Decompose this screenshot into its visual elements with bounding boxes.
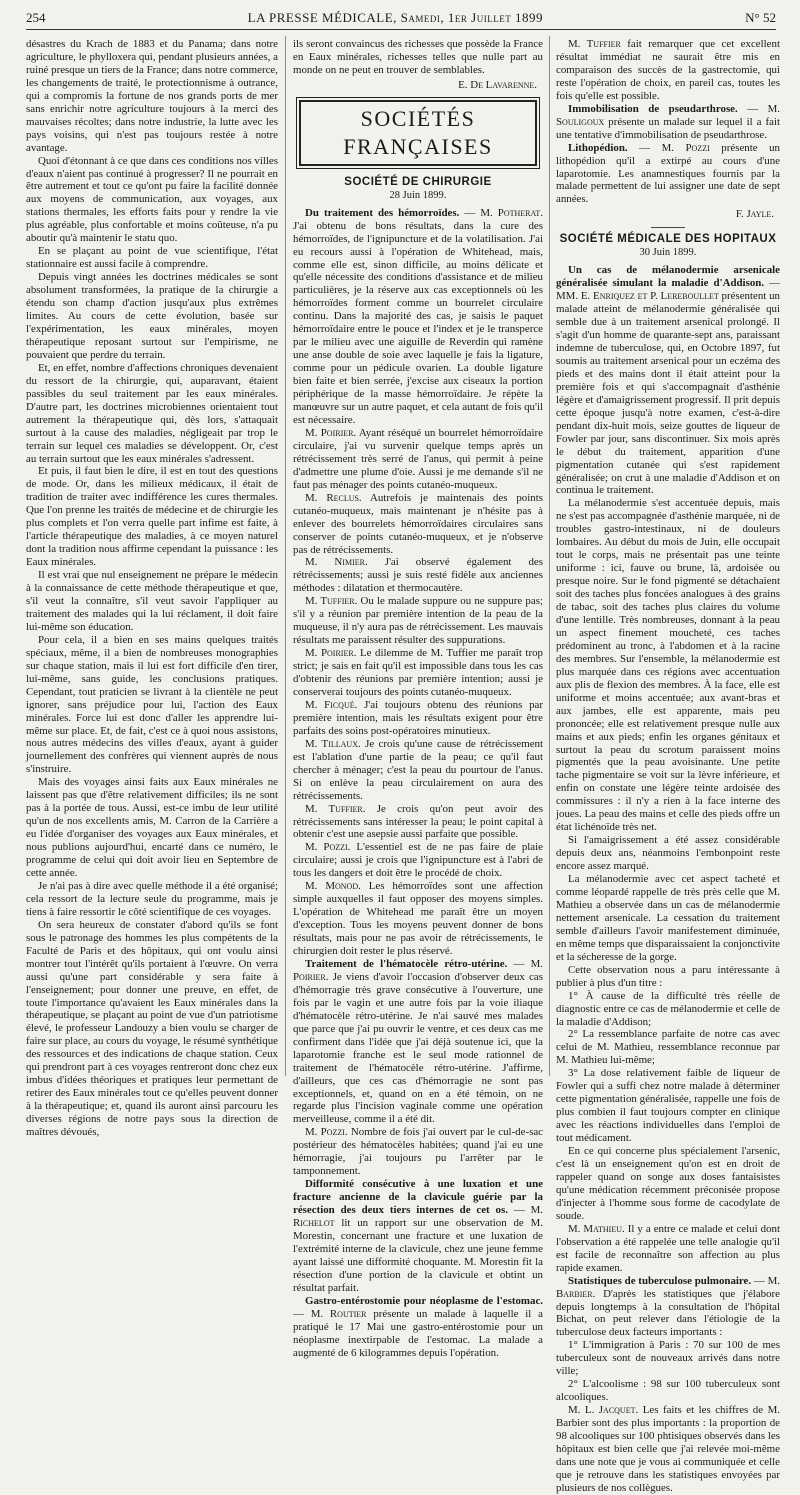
- entry-text: Je crois qu'on peut avoir des rétrécissements sans intéresser la peau; le point capital à obtenir c'est une asepsie aussi parfaite que possible.: [293, 802, 543, 841]
- paragraph: Et, en effet, nombre d'affections chroniques devenaient du ressort de la chirurgie, qui, auparavant, étaient passibles du seul traitement par les eaux minérales. D'autre part, les doctrines microbiennes orientaient tout autrement la thérapeutique qui, dès lors, s'attaquait surtout à la cause des maladies, négligeait par trop le terrain sur lequel ces maladies se développent. Or, c'est au terrain surtout que les eaux minérales s'adressent.: [26, 361, 278, 465]
- entry-text: Je viens d'avoir l'occasion d'observer deux cas d'hémorragie très grave consécutive à l'ouverture, une fois par le vagin et une autre fois par la voie iliaque d'hématocèle rétro-utérine. Je n'ai sauvé mes malades que parce que j'ai pu ouvrir le ventre, et ces deux cas me confirment dans l'idée que j'ai déjà soutenue ici, que la laparotomie franche est le seul mode rationnel de traitement de l'hématocèle rétro-utérine. J'affirme, d'ailleurs, que ces cas d'hémorragie ne sont pas exceptionnels, et, quand on en a été témoin, on ne regarde plus l'incision vaginale comme une opération merveilleuse, comme il a été dit.: [293, 970, 543, 1126]
- speaker: M. Tuffier.: [305, 802, 366, 815]
- remark: [556, 1404, 780, 1495]
- entry-text: Nombre de fois j'ai ouvert par le cul-de-sac postérieur des hématocèles habitées; quand j'ai eu une hémorragie, j'ai toujours pu l'arrêter par le tamponnement.: [293, 1126, 543, 1178]
- case-authors: MM. E. Enriquez et P. Lereboullet: [556, 290, 719, 303]
- column-divider: [285, 36, 286, 1076]
- speaker: M. Potherat.: [480, 206, 543, 219]
- case-lead: Un cas de mélanodermie arsenicale généralisée simulant la maladie d'Addison. — MM. E. Enriquez et P. Lereboullet présentent un malade atteint de mélanodermie généralisée qui semble due à un traitement arsenical prolongé. Il s'agit d'un homme de quarante-sept ans, paraissant indemne de tuberculose, qui, en Octobre 1897, fut soumis au traitement arsenical pour un eczéma des pieds et des mains dont il était atteint pour la première fois et qui s'accompagnait d'asthénie légère et d'amaigrissement progressif. Il prit depuis cette époque jusqu'à notre examen, c'est-à-dire pendant dix-huit mois, seize gouttes de liqueur de Fowler par jour, sans discontinuer. Six mois après le début du traitement, apparition d'une pigmentation cutanée qui s'est rapidement généralisée; on crut à une maladie d'Addison et on continua le traitement.: [556, 264, 780, 497]
- paragraph: ils seront convaincus des richesses que possède la France en Eaux minérales, richesses telles que nulle part au monde on ne peut en trouver de semblables.: [293, 38, 543, 76]
- proceedings-entry: [293, 841, 543, 880]
- remark: [556, 1223, 780, 1275]
- case-text: présentent un malade atteint de mélanodermie généralisée qui semble due à un traitement arsenical prolongé. Il s'agit d'un homme de quarante-sept ans, paraissant indemne de tuberculose, qui, en Octobre 1897, fut soumis au traitement arsenical pour un eczéma des pieds et des mains dont il était atteint pour la première fois et qui s'accompagnait d'asthénie légère et d'amaigrissement progressif. Il prit depuis cette époque jusqu'à notre examen, c'est-à-dire pendant dix-huit mois, seize gouttes de liqueur de Fowler par jour, sans discontinuer. Six mois après le début du traitement, apparition d'une pigmentation cutanée qui s'est rapidement généralisée; on crut à une maladie d'Addison et on continua le traitement.: [556, 290, 780, 497]
- topic-title: Traitement de l'hématocèle rétro-utérine.: [305, 958, 508, 970]
- entry-text: L'essentiel est de ne pas faire de plaie circulaire; aussi je crois que l'ignipuncture est à l'abri de tous les dangers et doit être le procédé de choix.: [293, 841, 543, 880]
- proceedings-entry: [293, 738, 543, 803]
- paragraph: Mais des voyages ainsi faits aux Eaux minérales ne laissent pas que d'être relativement difficiles; ils ne sont pas à la portée de tous. Aussi, est-ce imbu de leur utilité qu'un de nos excellents amis, M. Carron de la Carrière a eu l'idée d'organiser des voyages aux Eaux minérales, et nous publions aujourd'hui, encarté dans ce numéro, le programme de celui qui doit avoir lieu en Septembre de cette année.: [26, 776, 278, 879]
- proceedings-entry: [293, 427, 543, 492]
- paragraph: Quoi d'étonnant à ce que dans ces conditions nos villes d'eaux n'aient pas continué à progresser? Il ne pourrait en être autrement et tout ce qu'ont pu faire la facilité donnée aux moyens de communication, aux voyages, aux stations thermales, les efforts faits pour y rendre la vie plus agréable, plus confortable et moins coûteuse, n'a pu aboutir qu'à maintenir le statu quo.: [26, 154, 278, 245]
- speaker: M. Tuffier: [568, 38, 621, 50]
- issue-number: N° 52: [745, 10, 776, 25]
- section-banner: SOCIÉTÉS FRANÇAISES: [299, 100, 537, 166]
- speaker: M. Monod.: [305, 880, 361, 893]
- society-heading: SOCIÉTÉ DE CHIRURGIE: [344, 175, 492, 188]
- proceedings-entry: Lithopédion. — M. Pozzi présente un lithopédion qu'il a extirpé au cours d'une laparotomie. Les anamnestiques fournis par la malade permettent de lui assigner une date de sept années.: [556, 141, 780, 206]
- entry-text: Le dilemme de M. Tuffier me paraît trop strict; je sais en fait qu'il est impossible dans tous les cas d'obtenir des réunions par première intention; aussi je conserverai toujours des points cutanéo-muqueux.: [293, 647, 543, 698]
- proceedings-entry: [556, 38, 780, 103]
- proceedings-entry: [293, 492, 543, 557]
- topic-title: Immobilisation de pseudarthrose.: [568, 102, 738, 115]
- proceedings-list: [556, 38, 780, 206]
- speaker: M. Barbier.: [556, 1274, 780, 1300]
- proceedings-entry: [293, 647, 543, 699]
- list-item: 1° L'immigration à Paris : 70 sur 100 de mes tuberculeux sont de nouveaux arrivés dans notre ville;: [556, 1339, 780, 1378]
- paragraph: Il est vrai que nul enseignement ne prépare le médecin à la connaissance de cette méthode thérapeutique et que, s'il veut la connaître, s'il veut savoir l'appliquer au traitement des malades qui la lui réclament, il doit faire lui-même son éducation.: [26, 569, 278, 633]
- topic-title: Du traitement des hémorroïdes.: [305, 206, 460, 219]
- remark-text: Il y a entre ce malade et celui dont l'observation a été rappelée une telle analogie qu'il est facile de reconnaître son affection au plus rapide examen.: [556, 1222, 780, 1274]
- paragraph: 1° À cause de la difficulté très réelle de diagnostic entre ce cas de mélanodermie et celle de la maladie d'Addison;: [556, 989, 780, 1028]
- paragraph: Je n'ai pas à dire avec quelle méthode il a été organisé; cela ressort de la lecture seule du programme, mais je tiens à faire ressortir le côté scientifique de ces voyages.: [26, 879, 278, 918]
- speaker: M. Ficqué.: [305, 698, 358, 711]
- entry-text: Ayant réséqué un bourrelet hémorroïdaire circulaire, j'ai vu survenir quelque temps après un rétrécissement très serré de l'anus, qui permit à peine d'admettre une plume d'oie. Aussi je me demande s'il ne faut pas ménager des points cutanéo-muqueux.: [293, 426, 543, 491]
- speaker: M. Tillaux.: [305, 737, 361, 750]
- session-date: 30 Juin 1899.: [639, 247, 697, 259]
- page-header: [26, 10, 776, 28]
- paragraph: La mélanodermie s'est accentuée depuis, mais ne s'est pas accompagnée d'asthénie marquée, ni de troubles gastro-intestinaux, ni de douleurs lombaires. Au début du mois de Juin, elle occupait tout le corps, mais ne présentait pas une teinte uniforme : ici, fauve ou brune, là, ardoisée ou presque noire. Sur le fond pigmenté se détachaient soit des taches plus foncées analogues à des grains de tabac, soit des taches plus claires du volume d'une lentille. Très nombreuses, donnant à la peau un aspect finement moucheté, ces taches prédominent au tronc, à l'abdomen et à la racine des membres. Sur l'ensemble, la mélanodermie est plus marquée dans ces régions avec accentuation aux plis de flexion des membres. À la face, elle est uniforme et moins accentuée; aux avant-bras et aux jambes, elle est apparente, mais peu prononcée; elle est relativement presque nulle aux mains et aux pieds; enfin les organes génitaux et surtout la peau du scrotum paraissent moins pigmentés que la peau avoisinante. Une petite tache pigmentaire se voit sur la lèvre inférieure, et enfin on constate une légère teinte ardoisée des commissures : il n'y a rien à la face interne des joues. La peau des mains et celle des pieds offre un état lichénoïde très net.: [556, 497, 780, 834]
- proceedings-entry: [293, 880, 543, 958]
- remark-text: D'après les statistiques que j'élabore depuis longtemps à la consultation de l'hôpital Bichat, on peut relever dans l'étiologie de la tuberculose deux facteurs importants :: [556, 1287, 781, 1339]
- entry-text: lit un rapport sur une observation de M. Morestin, concernant une fracture et une luxation de l'extrémité interne de la clavicule, chez une jeune femme ayant laissé une difformité choquante. M. Morestin fit la résection d'une portion de la clavicule et obtint un résultat parfait.: [293, 1217, 543, 1294]
- topic-title: Statistiques de tuberculose pulmonaire.: [568, 1274, 752, 1287]
- proceedings-entry: Gastro-entérostomie pour néoplasme de l'estomac. — M. Routier présente un malade à laquelle il a pratiqué le 17 Mai une gastro-entérostomie pour un néoplasme inextirpable de l'estomac. La malade a augmenté de 6 kilogrammes depuis l'opération.: [293, 1294, 543, 1359]
- paragraph: On sera heureux de constater d'abord qu'ils se font sous le patronage des hommes les plus compétents de la Faculté de Paris et des hôpitaux, qui ont voulu ainsi montrer tout l'intérêt qu'ils portaient à l'œuvre. On verra aussi qu'une part considérable y sera faite à l'enseignement; pour donner une preuve, en effet, de toute l'importance qu'avaient les Eaux minérales dans la thérapeutique, se plaçant au point de vue d'un patriotisme élevé, le professeur Landouzy a bien voulu se charger de faire sur place, au cours du voyage, le résumé synthétique des ressources et des indications de chaque station. Ceux qui prendront part à ces voyages rentreront donc chez eux imbus d'idées théoriques et pratiques leur permettant de retirer des Eaux minérales tout ce qu'elles peuvent donner à la thérapeutique; et, quand ils auront ainsi parcouru les diverses régions de notre pays sous la direction de maîtres dévoués,: [26, 918, 278, 1139]
- speaker: M. Poirier.: [293, 958, 544, 983]
- paragraph: Cette observation nous a paru intéressante à publier à plus d'un titre :: [556, 963, 780, 989]
- author-signature: F. Jayle.: [735, 208, 774, 221]
- speaker: M. Pozzi.: [305, 1126, 348, 1139]
- proceedings-entry: Difformité consécutive à une luxation et une fracture ancienne de la clavicule guérie par la résection des deux tiers internes de cet os. — M. Richelot lit un rapport sur une observation de M. Morestin, concernant une fracture et une luxation de l'extrémité interne de la clavicule, chez une jeune femme ayant laissé une difformité choquante. M. Morestin fit la résection d'une portion de la clavicule et obtint un résultat parfait.: [293, 1178, 543, 1294]
- entry-text: fait remarquer que cet excellent résultat immédiat ne saurait être mis en comparaison des succès de la gastrectomie, qui reste l'opération de choix, en pareil cas, toutes les fois qu'elle est possible.: [556, 38, 780, 102]
- entry-text: présente un malade à laquelle il a pratiqué le 17 Mai une gastro-entérostomie pour un néoplasme inextirpable de l'estomac. La malade a augmenté de 6 kilogrammes depuis l'opération.: [293, 1307, 543, 1359]
- page-number: 254: [26, 10, 46, 25]
- entry-text: présente un malade sur lequel il a fait une tentative d'immobilisation de pseudarthrose.: [556, 115, 780, 141]
- proceedings-list: [293, 207, 543, 1360]
- session-date: 28 Juin 1899.: [389, 189, 447, 201]
- entry-text: Je crois qu'une cause de rétrécissement est l'ablation d'une partie de la peau; ce qu'il faut chercher à ménager; c'est la peau du pourtour de l'anus. Si on enlève la peau circulairement on aura des rétrécissements.: [293, 737, 544, 802]
- entry-text: présente un lithopédion qu'il a extirpé au cours d'une laparotomie. Les anamnestiques fournis par la malade permettent de lui assigner une date de sept années.: [556, 141, 780, 206]
- entry-text: Les hémorroïdes sont une affection simple auxquelles il faut opposer des moyens simples. L'opération de Whitehead me paraît être un moyen d'exception. Tous les moyens peuvent donner de bons résultats, mais pour ne pas avoir de rétrécissements, le chirurgien doit rester le plus réservé.: [293, 880, 543, 958]
- proceedings-entry: [293, 595, 543, 647]
- speaker: M. Nimier.: [305, 556, 368, 569]
- entry-text: J'ai toujours obtenu des réunions par première intention, mais les résultats exigent pour être parfaits des soins post-opératoires minutieux.: [293, 698, 543, 737]
- column-left: [26, 38, 278, 1139]
- column-right: [556, 38, 781, 1494]
- proceedings-entry: Traitement de l'hématocèle rétro-utérine. — M. Poirier. Je viens d'avoir l'occasion d'observer deux cas d'hémorragie très grave consécutive à l'ouverture, une fois par le vagin et une autre fois par la voie iliaque d'hématocèle rétro-utérine. Je n'ai sauvé mes malades que parce que j'ai pu ouvrir le ventre, et ces deux cas me confirment dans l'idée que j'ai déjà soutenue ici, que la laparotomie franche est le seul mode rationnel de traitement de l'hématocèle rétro-utérine. J'affirme, d'ailleurs, que ces cas d'hémorragie ne sont pas exceptionnels, et, quand on en a été témoin, on ne regarde plus l'incision vaginale comme une opération merveilleuse, comme il a été dit.: [293, 958, 544, 1126]
- journal-title: LA PRESSE MÉDICALE, Samedi, 1er Juillet 1899: [247, 10, 543, 25]
- paragraph: La mélanodermie avec cet aspect tacheté et comme léopardé rappelle de très près celle que M. Mathieu a observée dans un cas de mélanodermie nettement arsenicale. La cessation du traitement semble d'ailleurs l'avoir manifestement diminuée, en même temps que disparaissaient la conjonctivite et la sécheresse de la gorge.: [556, 873, 780, 963]
- header-rule: [26, 29, 776, 30]
- speaker: M. Mathieu.: [568, 1222, 625, 1235]
- topic-title: Difformité consécutive à une luxation et une fracture ancienne de la clavicule guérie par la résection des deux tiers internes de cet os.: [293, 1178, 543, 1217]
- paragraph: Si l'amaigrissement a été assez considérable depuis deux ans, néanmoins l'embonpoint reste encore assez marqué.: [556, 834, 780, 873]
- column-divider: [549, 36, 550, 1076]
- paragraph: En ce qui concerne plus spécialement l'arsenic, c'est là un enseignement qu'on est en droit de rappeler quand on songe aux doses fantaisistes qu'une médication récemment préconisée propose d'injecter à l'homme sous forme de cacodylate de soude.: [556, 1145, 780, 1222]
- proceedings-entry: Du traitement des hémorroïdes. — M. Potherat. J'ai obtenu de bons résultats, dans la cure des hémorroïdes, de l'ignipuncture et de la volatilisation. J'ai eu recours aussi à l'opération de Whitehead, mais, comme elle est, sinon difficile, au moins délicate et qu'elle nécessite des conditions d'assistance et de milieu particulières, je la réserve aux cas exceptionnels où les hémorroïdes forment comme un bourrelet circulaire continu. Dans la majorité des cas, je saisis le paquet hémorroïdaire entre le pouce et l'index et je le transperce par le milieu avec une aiguille de Reverdin qui ramène une anse double de soie avec laquelle je fais la ligature, comme pour un pédicule ovarien. La double ligature bien faite et bien serrée, j'excise aux ciseaux la portion périphérique de la masse hémorroïdaire. Je répète la manœuvre sur un autre paquet, et cela autant de fois qu'il est nécessaire.: [293, 206, 543, 426]
- entry-text: Autrefois je maintenais des points cutanéo-muqueux, mais maintenant je n'hésite pas à enlever des bourrelets hémorroïdaires circulaires sans conserver de points cutanéo-muqueux, et je n'observe pas de rétrécissements.: [293, 491, 543, 556]
- paragraph: 2° La ressemblance parfaite de notre cas avec celui de M. Mathieu, ressemblance reconnue par M. Mathieu lui-même;: [556, 1028, 780, 1067]
- speaker: M. Routier: [310, 1307, 367, 1320]
- paragraph: 3° La dose relativement faible de liqueur de Fowler qui a suffi chez notre malade à déterminer cette pigmentation généralisée, rappelle une fois de plus combien il faut toujours compter en clinique avec les réactions individuelles dans l'emploi de tout médicament.: [556, 1067, 780, 1145]
- paragraph: désastres du Krach de 1883 et du Panama; dans notre agriculture, le phylloxera qui, pendant plusieurs années, a ruiné presque un tiers de la France; dans notre commerce, les changements de traité, le protectionnisme à outrance, qui a compromis la fortune de nos grands ports de mer sans enrichir notre agriculture toujours à la merci des mauvaises récoltes; dans notre industrie, la lutte avec les pays voisins, qui n'est pas toujours restée à notre avantage.: [26, 38, 278, 154]
- list-item: 2° L'alcoolisme : 98 sur 100 tuberculeux sont alcooliques.: [556, 1378, 780, 1404]
- divider: [651, 227, 685, 228]
- paragraph: Et puis, il faut bien le dire, il est en tout des questions de mode. Or, dans les milieux médicaux, il était de tradition de traiter avec indifférence les cures thermales. Que l'on prenne les traités de médecine et de chirurgie les plus complets et l'on verra quelle part infime est faite, à l'article thérapeutique des maladies, à ce moyen naturel dont la tradition nous affirme cependant la puissance : les Eaux minérales.: [26, 465, 278, 569]
- column-middle: [293, 38, 544, 1359]
- speaker: M. L. Jacquet.: [568, 1404, 639, 1417]
- proceedings-entry: [293, 803, 543, 842]
- speaker: M. Tuffier.: [305, 595, 358, 608]
- paragraph: Pour cela, il a bien en ses mains quelques traités spéciaux, même, il a bien de nombreuses monographies sur chaque station, mais il lui est fort difficile d'en tirer, lui-même, sans guide, les conclusions pratiques. Cependant, tout praticien se livrant à la clientèle ne peut ignorer, sans préjudice pour lui, l'action des Eaux minérales. Force lui est donc d'aller les apprendre lui-même sur place. Et, de fait, c'est ce à quoi nous assistons, nous autres médecins des villes d'eaux, ayant à guider journellement des confrères qui viennent auprès de nous s'instruire.: [26, 633, 278, 776]
- proceedings-entry: [293, 556, 543, 595]
- proceedings-entry: [293, 699, 543, 738]
- author-signature: E. De Lavarenne.: [458, 78, 537, 91]
- case-title: Un cas de mélanodermie arsenicale généralisée simulant la maladie d'Addison.: [556, 264, 780, 290]
- paragraph: En se plaçant au point de vue scientifique, l'état stationnaire est aussi facile à comprendre.: [26, 245, 278, 271]
- proceedings-entry: [293, 1126, 543, 1178]
- topic-title: Gastro-entérostomie pour néoplasme de l'estomac.: [305, 1294, 543, 1307]
- topic-title: Lithopédion.: [568, 141, 628, 154]
- speaker: M. Poirier.: [305, 426, 357, 439]
- remark-text: Les faits et les chiffres de M. Barbier sont des plus importants : la proportion de 98 alcooliques sur 100 phtisiques observés dans les hôpitaux est bien celle que j'ai relevée moi-même dans une note que je vous ai communiquée et celle que je retrouve dans les statistiques envoyées par plusieurs de nos collègues.: [556, 1404, 780, 1494]
- entry-text: J'ai obtenu de bons résultats, dans la cure des hémorroïdes, de l'ignipuncture et de la volatilisation. J'ai eu recours aussi à l'opération de Whitehead, mais, comme elle est, sinon difficile, au moins délicate et qu'elle nécessite des conditions d'assistance et de milieu particulières, je la réserve aux cas exceptionnels où les hémorroïdes forment comme un bourrelet circulaire continu. Dans la majorité des cas, je saisis le paquet hémorroïdaire entre le pouce et l'index et je le transperce par le milieu avec une aiguille de Reverdin qui ramène une anse double de soie avec laquelle je fais la ligature, comme pour un pédicule ovarien. La double ligature bien faite et bien serrée, j'excise aux ciseaux la portion périphérique de la masse hémorroïdaire. Je répète la manœuvre sur un autre paquet, et cela autant de fois qu'il est nécessaire.: [293, 219, 543, 426]
- proceedings-entry: Immobilisation de pseudarthrose. — M. Souligoux présente un malade sur lequel il a fait une tentative d'immobilisation de pseudarthrose.: [556, 102, 780, 141]
- paragraph: Depuis vingt années les doctrines médicales se sont absolument transformées, la pratique de la chirurgie a étendu son champ d'action jusqu'aux plus extrêmes limites. Au cours de cette évolution, basée sur l'expérimentation, les eaux minérales, moyen thérapeutique reposant surtout sur l'empirisme, ne pouvaient que perdre du terrain.: [26, 271, 278, 361]
- society-heading: SOCIÉTÉ MÉDICALE DES HOPITAUX: [559, 233, 777, 246]
- remark: Statistiques de tuberculose pulmonaire. — M. Barbier. D'après les statistiques que j'élabore depuis longtemps à la consultation de l'hôpital Bichat, on peut relever dans l'étiologie de la tuberculose deux facteurs importants :: [556, 1274, 781, 1339]
- speaker: M. Reclus.: [305, 491, 362, 504]
- entry-text: Ou le malade suppure ou ne suppure pas; s'il y a réunion par première intention de la peau de la muqueuse, il n'y aura pas de rétrécissement. Les mauvais résultats me paraissent résulter des suppurations.: [293, 595, 543, 647]
- speaker: M. Poirier.: [305, 647, 357, 660]
- speaker: M. Pozzi.: [305, 841, 351, 854]
- speaker: M. Souligoux: [556, 102, 780, 128]
- entry-text: J'ai observé également des rétrécissements; aussi je suis resté fidèle aux anciennes méthodes : dilatation et thermocautère.: [293, 556, 543, 595]
- speaker: M. Pozzi: [661, 141, 710, 154]
- speaker: M. Richelot: [293, 1204, 543, 1230]
